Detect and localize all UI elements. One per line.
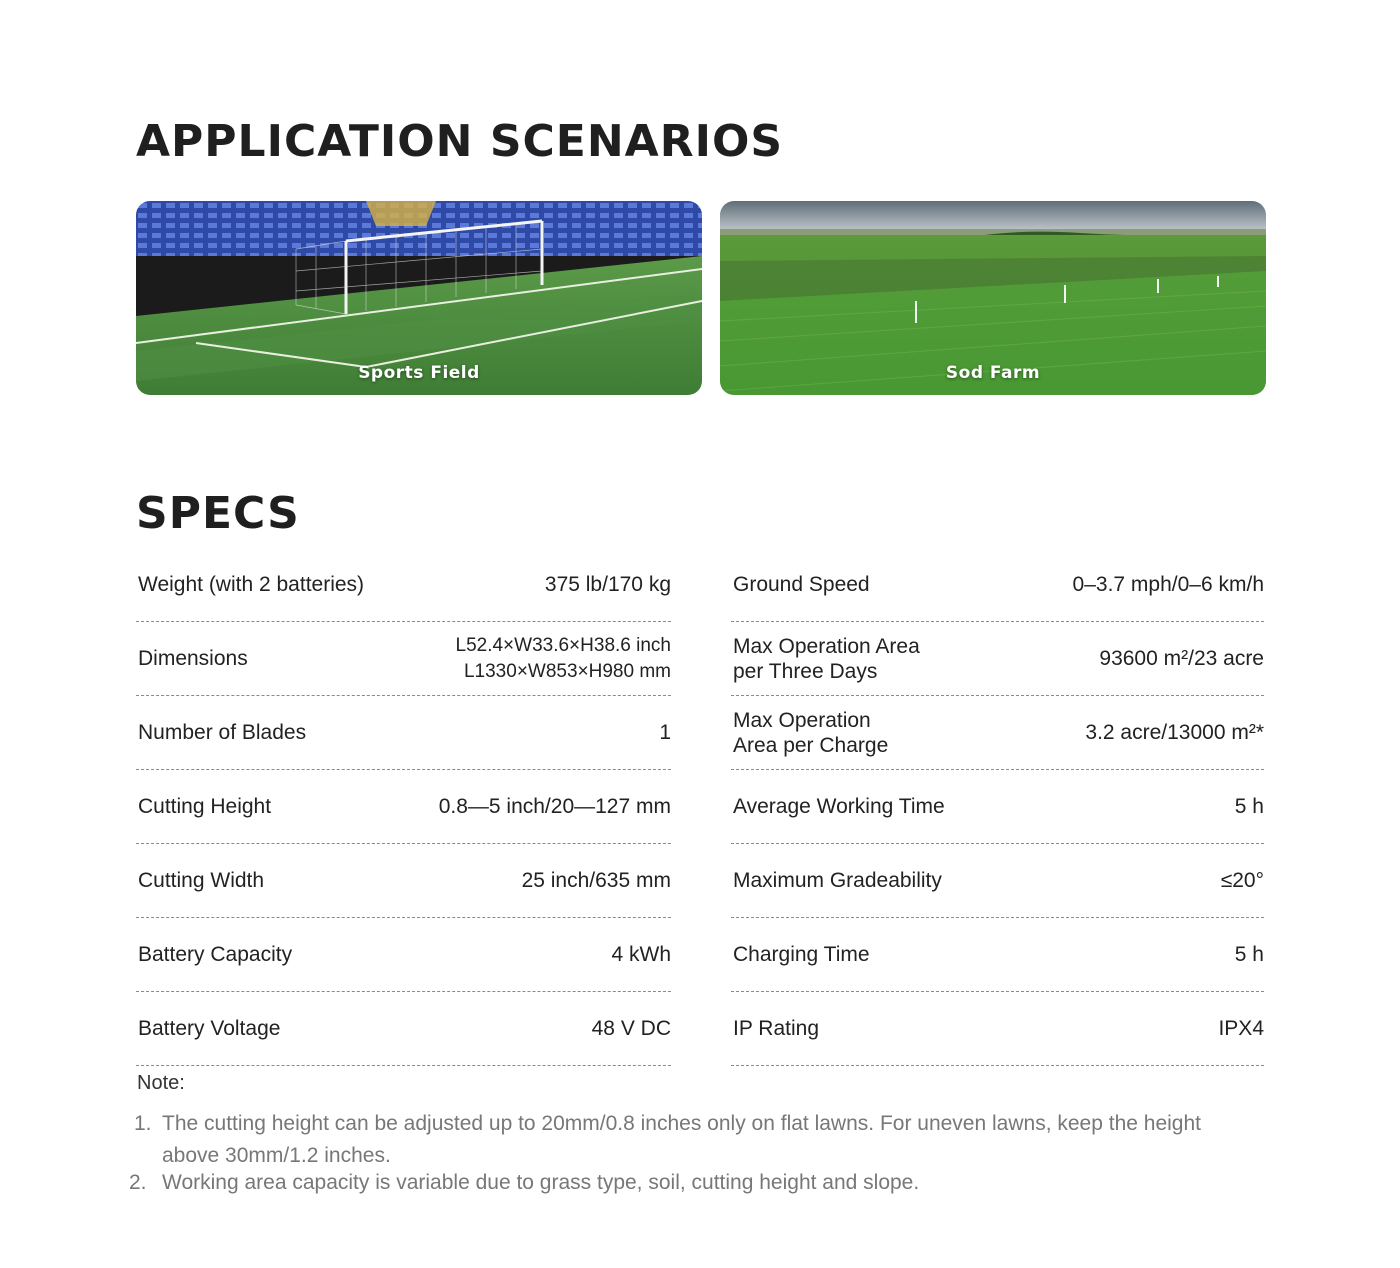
footnote-text: Working area capacity is variable due to grass type, soil, cutting height and slope. (162, 1171, 920, 1194)
scenario-card-sports-field (136, 201, 702, 395)
spec-row-cutting-height (136, 770, 671, 844)
spec-row-ground-speed (731, 548, 1264, 622)
spec-label: Battery Voltage (138, 1017, 281, 1040)
footnote-text: The cutting height can be adjusted up to 20mm/0.8 inches only on flat lawns. For uneven lawns, keep the height above 30mm/1.2 inches. (162, 1112, 1201, 1167)
spec-label-line: Max Operation (733, 708, 871, 732)
spec-label: Cutting Height (138, 795, 272, 818)
footnote-number: 2. (129, 1171, 147, 1194)
application-scenarios-heading: APPLICATION SCENARIOS (136, 116, 784, 167)
note-title: Note: (137, 1072, 185, 1094)
spec-label (731, 708, 888, 758)
spec-label: IP Rating (733, 1017, 819, 1040)
spec-value (456, 633, 672, 685)
spec-label: Cutting Width (138, 869, 265, 892)
specs-right-column (731, 548, 1264, 1066)
spec-row-area-per-charge (731, 696, 1264, 770)
spec-value: 0–3.7 mph/0–6 km/h (1072, 572, 1264, 596)
scenario-caption: Sod Farm (945, 363, 1041, 383)
footnote-item (129, 1167, 1229, 1199)
spec-value-line: L1330×W853×H980 mm (463, 660, 671, 682)
spec-row-dimensions (136, 622, 671, 696)
spec-value: 5 h (1234, 794, 1264, 818)
spec-row-gradeability (731, 844, 1264, 918)
spec-value: IPX4 (1218, 1016, 1264, 1040)
spec-label: Battery Capacity (138, 943, 293, 966)
spec-value: ≤20° (1220, 868, 1264, 892)
spec-value: 3.2 acre/13000 m²* (1085, 720, 1264, 744)
spec-value: 1 (659, 720, 671, 744)
spec-label (731, 634, 920, 684)
spec-value: 375 lb/170 kg (544, 572, 671, 596)
spec-value: 25 inch/635 mm (521, 868, 671, 892)
spec-value: 93600 m²/23 acre (1099, 646, 1264, 670)
footnote-item (134, 1108, 1234, 1172)
footnote-number: 1. (134, 1112, 152, 1135)
spec-value-line: L52.4×W33.6×H38.6 inch (455, 634, 671, 656)
spec-row-ip-rating (731, 992, 1264, 1066)
spec-row-battery-capacity (136, 918, 671, 992)
spec-label: Number of Blades (138, 721, 307, 744)
spec-label: Weight (with 2 batteries) (138, 573, 365, 596)
spec-row-battery-voltage (136, 992, 671, 1066)
spec-label: Average Working Time (733, 795, 945, 818)
spec-label: Ground Speed (733, 573, 870, 596)
spec-label: Charging Time (733, 943, 870, 966)
spec-label: Maximum Gradeability (733, 869, 942, 892)
spec-label-line: per Three Days (733, 659, 878, 683)
spec-row-working-time (731, 770, 1264, 844)
spec-value: 0.8—5 inch/20—127 mm (438, 794, 671, 818)
scenario-card-sod-farm (720, 201, 1266, 395)
spec-row-charging-time (731, 918, 1264, 992)
spec-row-cutting-width (136, 844, 671, 918)
scenario-caption: Sports Field (358, 363, 480, 383)
spec-row-area-three-days (731, 622, 1264, 696)
spec-label-line: Area per Charge (733, 733, 889, 757)
spec-value: 48 V DC (591, 1016, 671, 1040)
spec-value: 5 h (1234, 942, 1264, 966)
spec-label-line: Max Operation Area (733, 634, 920, 658)
spec-row-blades (136, 696, 671, 770)
spec-row-weight (136, 548, 671, 622)
specs-left-column (136, 548, 671, 1066)
spec-value: 4 kWh (611, 942, 671, 966)
spec-label: Dimensions (138, 647, 248, 670)
specs-heading: SPECS (136, 488, 300, 539)
